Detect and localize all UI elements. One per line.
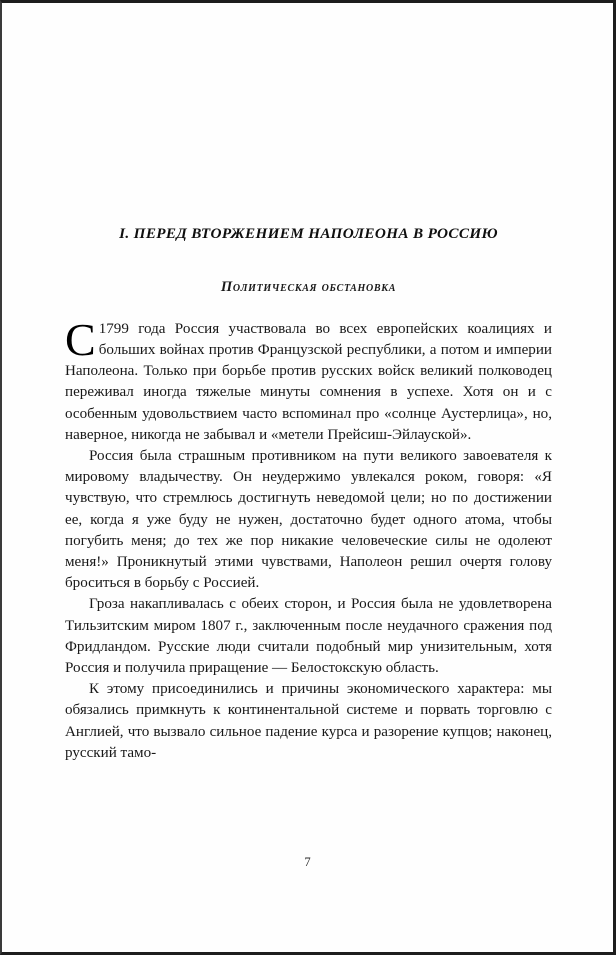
- chapter-title: I. ПЕРЕД ВТОРЖЕНИЕМ НАПОЛЕОНА В РОССИЮ: [119, 225, 498, 242]
- paragraph: Россия была страшным противником на пути великого завоевателя к мировому владычеству. Он неудержимо увлекался роком, говоря: «Я чувствую, что стремлюсь достигнуть неведомой цели; но по достижении ее, когда я уже буду не нужен, достаточно будет одного атома, чтобы погубить меня; до тех же пор никакие человеческие силы не одолеют меня!» Проникнутый этими чувствами, Наполеон решил очертя голову броситься в борьбу с Россией.: [65, 447, 552, 592]
- page-content: [65, 225, 552, 764]
- paragraph: Гроза накапливалась с обеих сторон, и Россия была не удовлетворена Тильзитским миром 1807 г., заключенным после неудачного сражения под Фридландом. Русские люди считали подобный мир унизительным, хотя Россия и получила приращение — Белостокскую область.: [65, 596, 552, 676]
- page-surface: [2, 3, 613, 952]
- body-text: [65, 313, 552, 764]
- section-subtitle: Политическая обстановка: [220, 279, 397, 296]
- page-number: 7: [304, 855, 311, 869]
- paragraph: К этому присоединились и причины экономического характера: мы обязались примкнуть к континентальной системе и порвать торговлю с Англией, что вызвало сильное падение курса и разорение купцов; наконец, русский тамо-: [65, 681, 552, 761]
- paragraph: С1799 года Россия участвовала во всех европейских коалициях и больших войнах против Французской республики, а потом и империи Наполеона. Только при борьбе против русских войск великий полководец переживал иногда тяжелые минуты сомнения в успехе. Хотя он и с особенным удовольствием часто вспоминал про «солнце Аустерлица», но, наверное, никогда не забывал и «метели Прейсиш-Эйлауской».: [65, 313, 552, 443]
